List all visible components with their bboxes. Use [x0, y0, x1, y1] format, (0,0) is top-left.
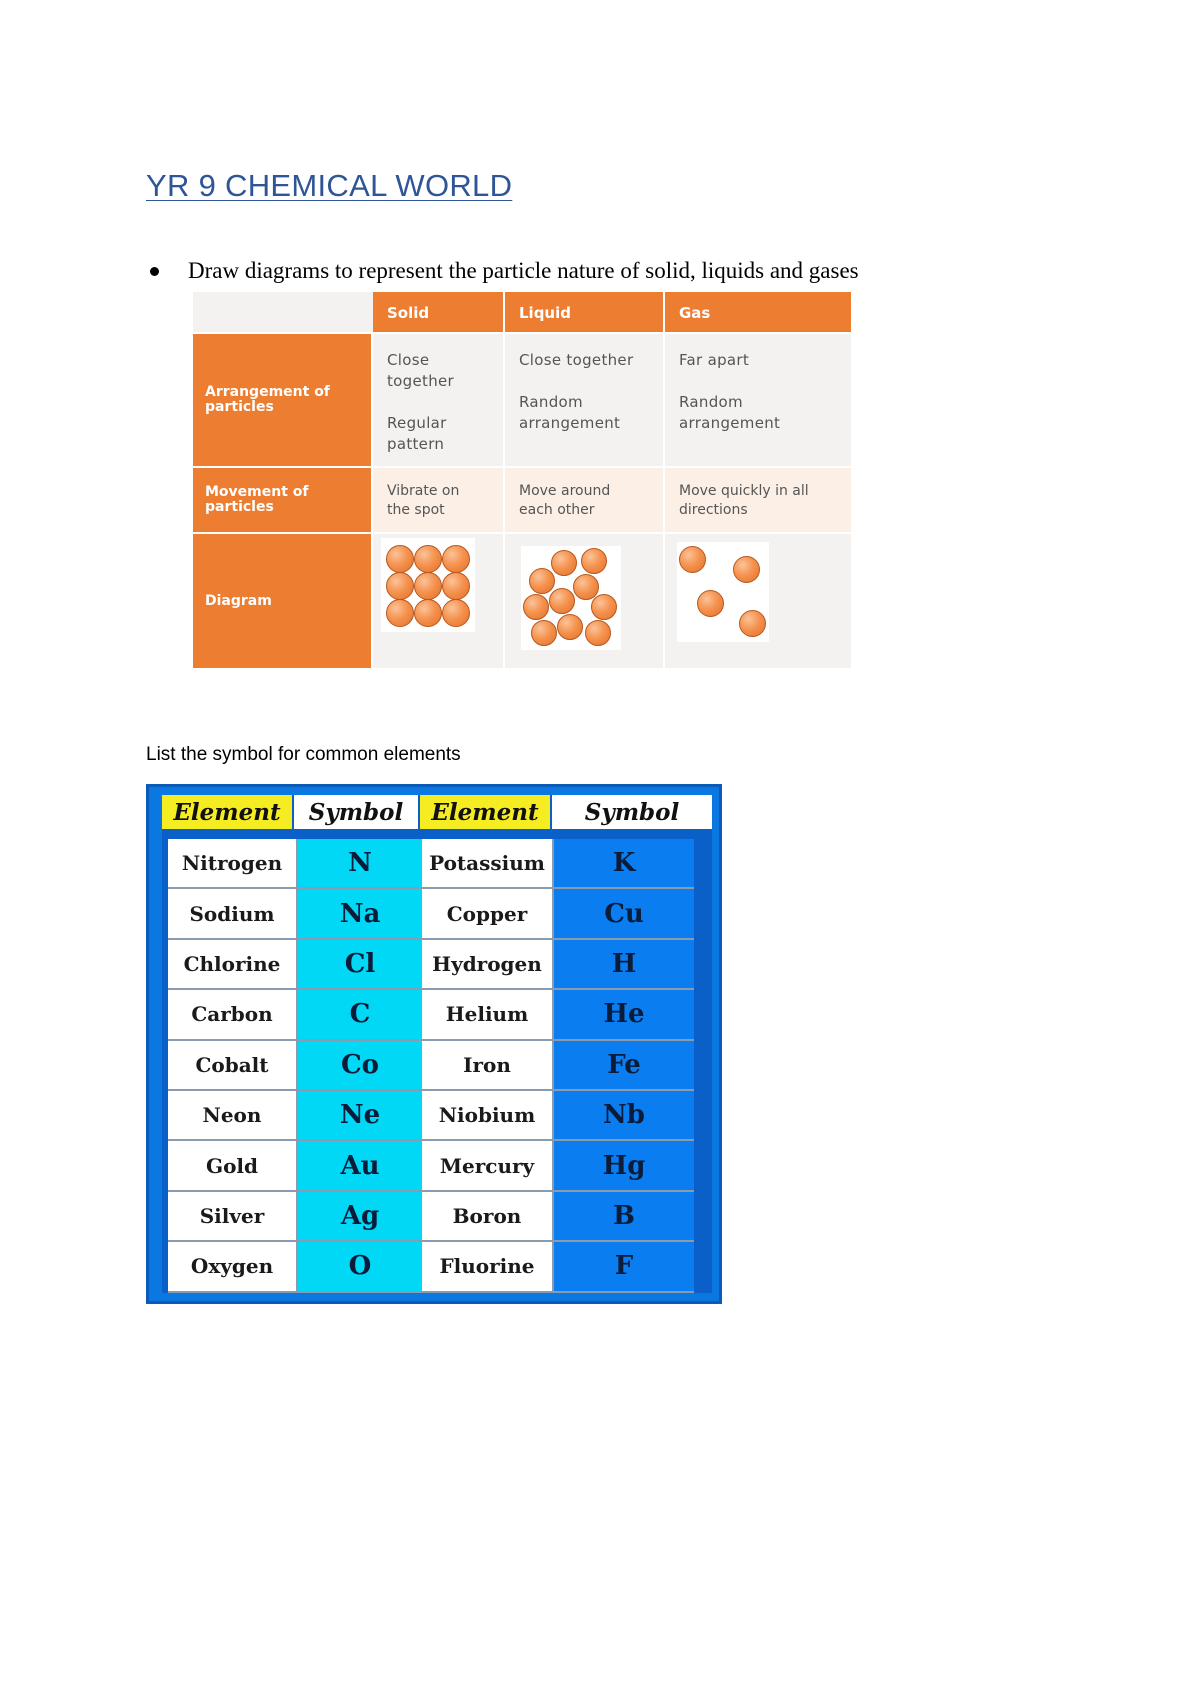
liquid-particles-image — [521, 546, 621, 650]
cell-gas-movement — [665, 468, 851, 532]
header-liquid: Liquid — [505, 292, 663, 332]
states-of-matter-table — [193, 292, 851, 668]
cell-text: Move around each other — [519, 483, 611, 518]
header-solid: Solid — [373, 292, 503, 332]
element-symbol-cell: He — [552, 990, 694, 1040]
cell-text: Random arrangement — [679, 393, 781, 432]
element-name-cell: Iron — [422, 1041, 552, 1091]
element-symbol-cell: Cl — [296, 940, 422, 990]
element-symbol-cell: H — [552, 940, 694, 990]
cell-text: Move quickly in all directions — [679, 483, 809, 518]
element-table-grid — [162, 795, 712, 1293]
element-name-cell: Potassium — [422, 839, 552, 889]
header-symbol-1: Symbol — [294, 795, 418, 829]
instruction-bullet — [146, 258, 859, 284]
element-symbol-cell: Ne — [296, 1091, 422, 1141]
element-symbol-cell: Co — [296, 1041, 422, 1091]
row-label-diagram: Diagram — [193, 534, 371, 668]
cell-text: Close together — [519, 351, 634, 369]
element-symbol-cell: B — [552, 1192, 694, 1242]
element-name-cell: Niobium — [422, 1091, 552, 1141]
cell-solid-arrangement — [373, 334, 503, 466]
element-name-cell: Carbon — [168, 990, 296, 1040]
gas-particles-image — [677, 542, 769, 642]
element-name-cell: Neon — [168, 1091, 296, 1141]
element-symbol-cell: F — [552, 1242, 694, 1292]
header-symbol-2: Symbol — [552, 795, 712, 829]
element-name-cell: Oxygen — [168, 1242, 296, 1292]
element-name-cell: Copper — [422, 889, 552, 939]
cell-text: Vibrate on the spot — [387, 483, 460, 518]
element-name-cell: Nitrogen — [168, 839, 296, 889]
element-name-cell: Chlorine — [168, 940, 296, 990]
element-name-cell: Helium — [422, 990, 552, 1040]
element-symbol-cell: Fe — [552, 1041, 694, 1091]
element-symbol-cell: K — [552, 839, 694, 889]
element-symbol-cell: N — [296, 839, 422, 889]
header-element-1: Element — [162, 795, 292, 829]
cell-text: Close together — [387, 351, 454, 390]
element-name-cell: Hydrogen — [422, 940, 552, 990]
element-symbol-cell: O — [296, 1242, 422, 1292]
cell-gas-arrangement — [665, 334, 851, 466]
element-symbol-cell: Na — [296, 889, 422, 939]
cell-liquid-arrangement — [505, 334, 663, 466]
solid-diagram — [373, 534, 503, 668]
instruction-text: Draw diagrams to represent the particle nature of solid, liquids and gases — [188, 258, 859, 283]
element-symbol-cell: Au — [296, 1141, 422, 1191]
gas-diagram — [665, 534, 851, 668]
liquid-diagram — [505, 534, 663, 668]
row-label-movement: Movement of particles — [193, 468, 371, 532]
element-name-cell: Silver — [168, 1192, 296, 1242]
solid-particles-image — [381, 538, 475, 632]
list-label: List the symbol for common elements — [146, 744, 461, 765]
table-corner — [193, 292, 373, 332]
cell-text: Random arrangement — [519, 393, 621, 432]
element-symbol-cell: Ag — [296, 1192, 422, 1242]
element-name-cell: Boron — [422, 1192, 552, 1242]
page-title: YR 9 CHEMICAL WORLD — [146, 168, 513, 203]
element-symbol-cell: Hg — [552, 1141, 694, 1191]
header-element-2: Element — [420, 795, 550, 829]
element-name-cell: Cobalt — [168, 1041, 296, 1091]
bullet-icon — [150, 267, 159, 276]
cell-solid-movement — [373, 468, 503, 532]
element-name-cell: Sodium — [168, 889, 296, 939]
element-symbols-table — [146, 784, 722, 1304]
element-name-cell: Gold — [168, 1141, 296, 1191]
header-gas: Gas — [665, 292, 851, 332]
element-symbol-cell: Cu — [552, 889, 694, 939]
cell-text: Far apart — [679, 351, 750, 369]
element-symbol-cell: C — [296, 990, 422, 1040]
element-name-cell: Fluorine — [422, 1242, 552, 1292]
cell-liquid-movement — [505, 468, 663, 532]
row-label-arrangement: Arrangement of particles — [193, 334, 371, 466]
element-name-cell: Mercury — [422, 1141, 552, 1191]
cell-text: Regular pattern — [387, 414, 447, 453]
element-symbol-cell: Nb — [552, 1091, 694, 1141]
